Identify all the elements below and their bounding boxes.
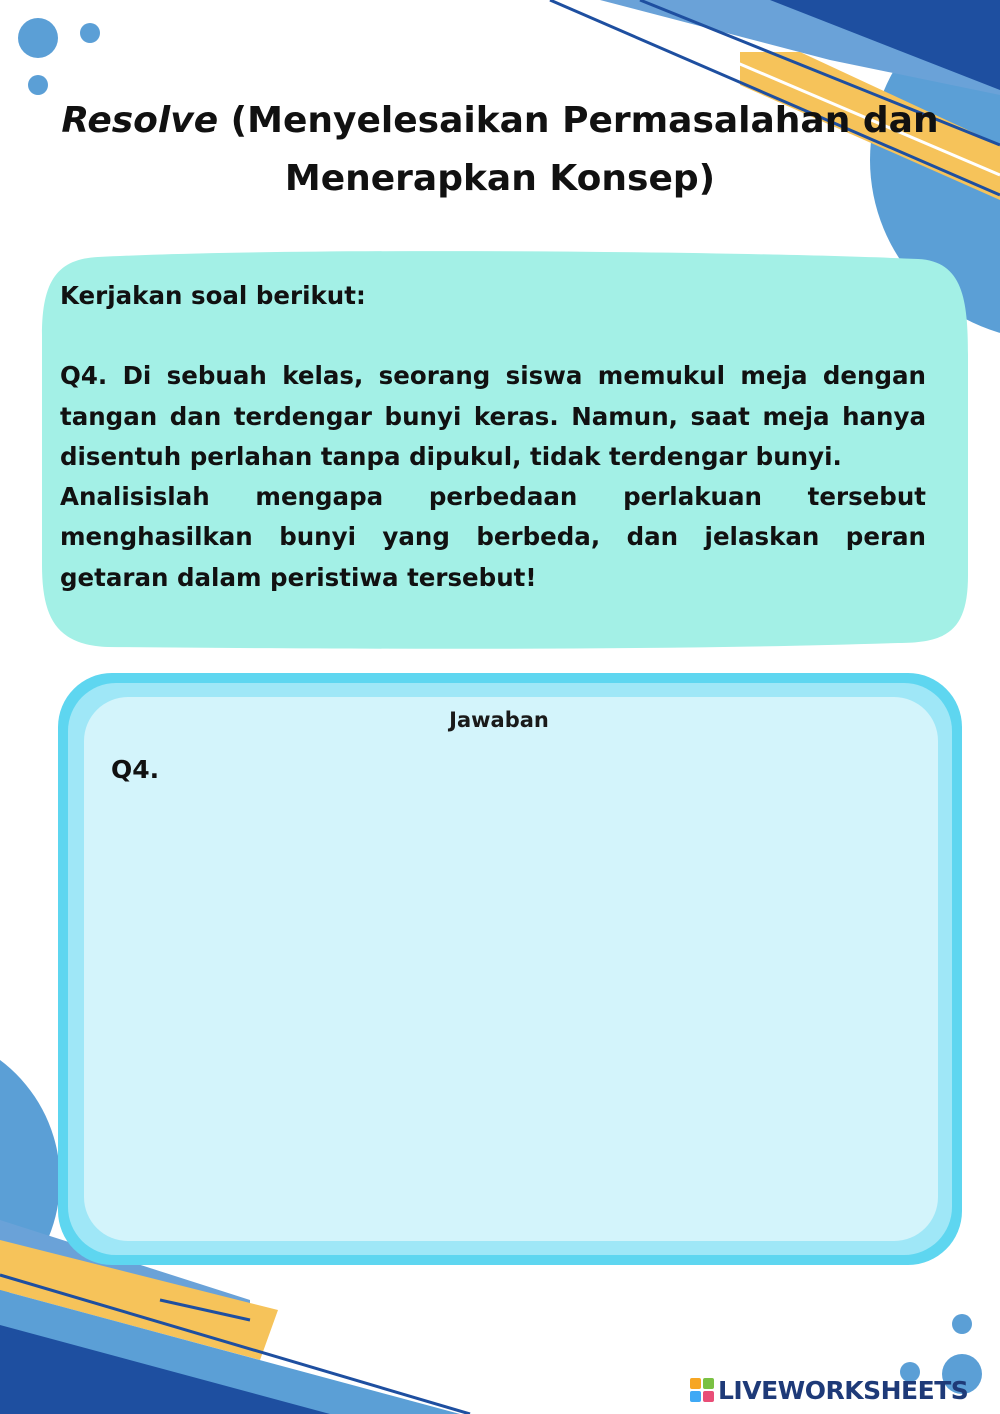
title-rest: (Menyelesaikan Permasalahan dan (218, 100, 939, 141)
liveworksheets-logo-icon (690, 1378, 714, 1402)
question-task: Analisislah mengapa perbedaan perlakuan tersebut menghasilkan bunyi yang berbeda, dan jelaskan peran getaran dalam peristiwa tersebut! (60, 482, 926, 592)
question-body: Q4. Di sebuah kelas, seorang siswa memukul meja dengan tangan dan terdengar bunyi keras. Namun, saat meja hanya disentuh perlahan tanpa dipukul, tidak terdengar bunyi. (60, 361, 926, 471)
deco-dot-large (18, 18, 58, 58)
brand-text: LIVEWORKSHEETS (718, 1375, 969, 1405)
question-text (60, 276, 926, 598)
deco-dot-small (80, 23, 100, 43)
answer-label: Jawaban (449, 708, 549, 732)
title-emphasis: Resolve (61, 100, 219, 141)
page-title (40, 92, 960, 208)
deco-dot-small (952, 1314, 972, 1334)
title-line2: Menerapkan Konsep) (284, 158, 716, 199)
question-intro: Kerjakan soal berikut: (60, 281, 366, 310)
answer-question-number: Q4. (111, 755, 160, 784)
answer-input[interactable] (108, 792, 918, 1216)
liveworksheets-brand[interactable] (690, 1374, 968, 1406)
